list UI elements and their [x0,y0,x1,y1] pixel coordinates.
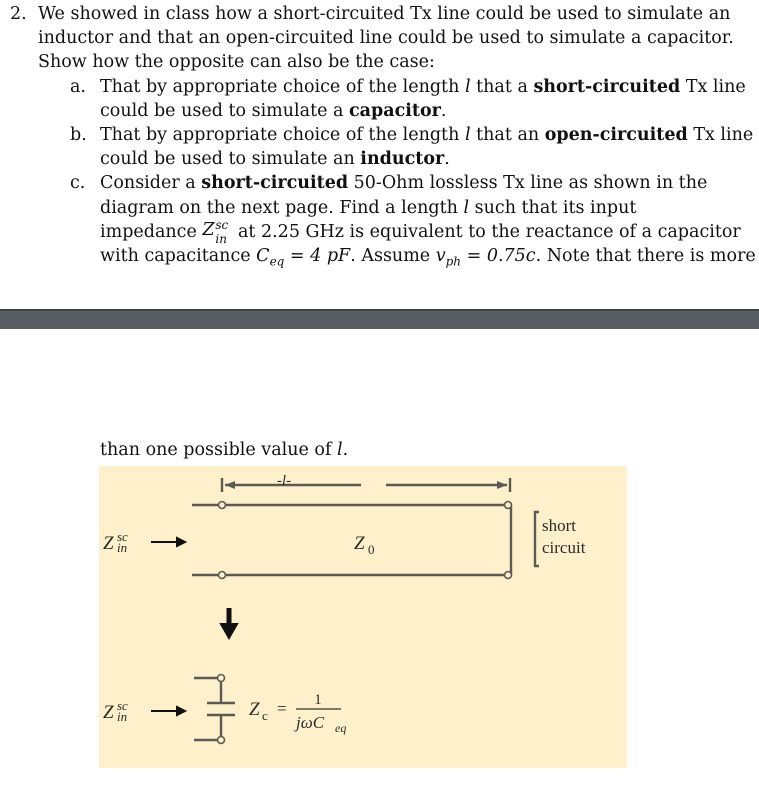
part-b-line-2: could be used to simulate an inductor. [100,149,450,170]
terminal-bottom-input [219,572,226,579]
zc-equals: = [277,699,287,718]
zin-top-label: Z [103,533,114,554]
terminal-bottom-load [505,572,512,579]
terminal-top-input [219,502,226,509]
problem-intro-line-2: inductor and that an open-circuited line could be used to simulate a capacitor. [38,28,734,49]
problem-intro-line-1: 2. We showed in class how a short-circuited Tx line could be used to simulate an [10,2,750,26]
fraction-denominator-sub: eq [335,721,347,735]
z0-sub: 0 [368,542,375,557]
z0-label: Z [354,533,365,554]
zin-bottom-sup: sc [117,698,128,713]
part-c-line-1: c. Consider a short-circuited 50-Ohm lossless Tx line as shown in the [10,171,750,195]
terminal-top-load [505,502,512,509]
page-break-bar [0,309,759,329]
zin-bottom-sub: in [117,709,128,724]
cap-terminal-bottom [218,737,225,744]
zc-label: Z [249,699,260,720]
dimension-arrow-left [225,481,235,489]
part-c-continued: than one possible value of l. [100,440,349,460]
circuit-figure [99,466,627,768]
part-b-label: b. [70,125,87,146]
zc-sub: c [262,708,268,723]
part-c-line-4: with capacitance $C_{eq} = 4$ pF. Assume $v_{ph} = 0.75c$. Note that there is more [100,246,756,269]
short-circuit-label-2: circuit [542,538,586,557]
part-c-label: c. [70,173,86,194]
short-circuit-bracket [535,512,539,566]
zin-symbol: Z sc in [202,217,229,246]
zin-bottom-label: Z [103,702,114,723]
dimension-arrow-right [497,481,507,489]
tx-line-diagram [99,466,627,768]
problem-intro-line-3: Show how the opposite can also be the case: [38,52,435,73]
part-b-line-1: b. That by appropriate choice of the length l that an open-circuited Tx line [10,123,750,147]
part-c-line-2: diagram on the next page. Find a length l such that its input [100,197,637,218]
part-a-label: a. [70,76,86,97]
zin-top-sup: sc [117,529,128,544]
part-a-line-1: a. That by appropriate choice of the length l that a short-circuited Tx line [10,75,750,99]
problem-text [10,2,756,269]
fraction-numerator: 1 [314,692,322,708]
length-label: -l- [276,473,292,489]
part-c-line-3: impedance Z sc in at 2.25 GHz is equivalent to the reactance of a capacitor [100,217,741,246]
cap-terminal-top [218,675,225,682]
zin-arrow-bottom-head [177,707,185,715]
part-a-line-2: could be used to simulate a capacitor. [100,100,447,121]
zin-top-sub: in [117,540,128,555]
problem-number: 2. [10,4,27,24]
zin-arrow-top-head [177,538,185,546]
short-circuit-label-1: short [542,516,576,535]
fraction-denominator: jωC [296,713,325,732]
transform-arrow-head [221,624,237,638]
